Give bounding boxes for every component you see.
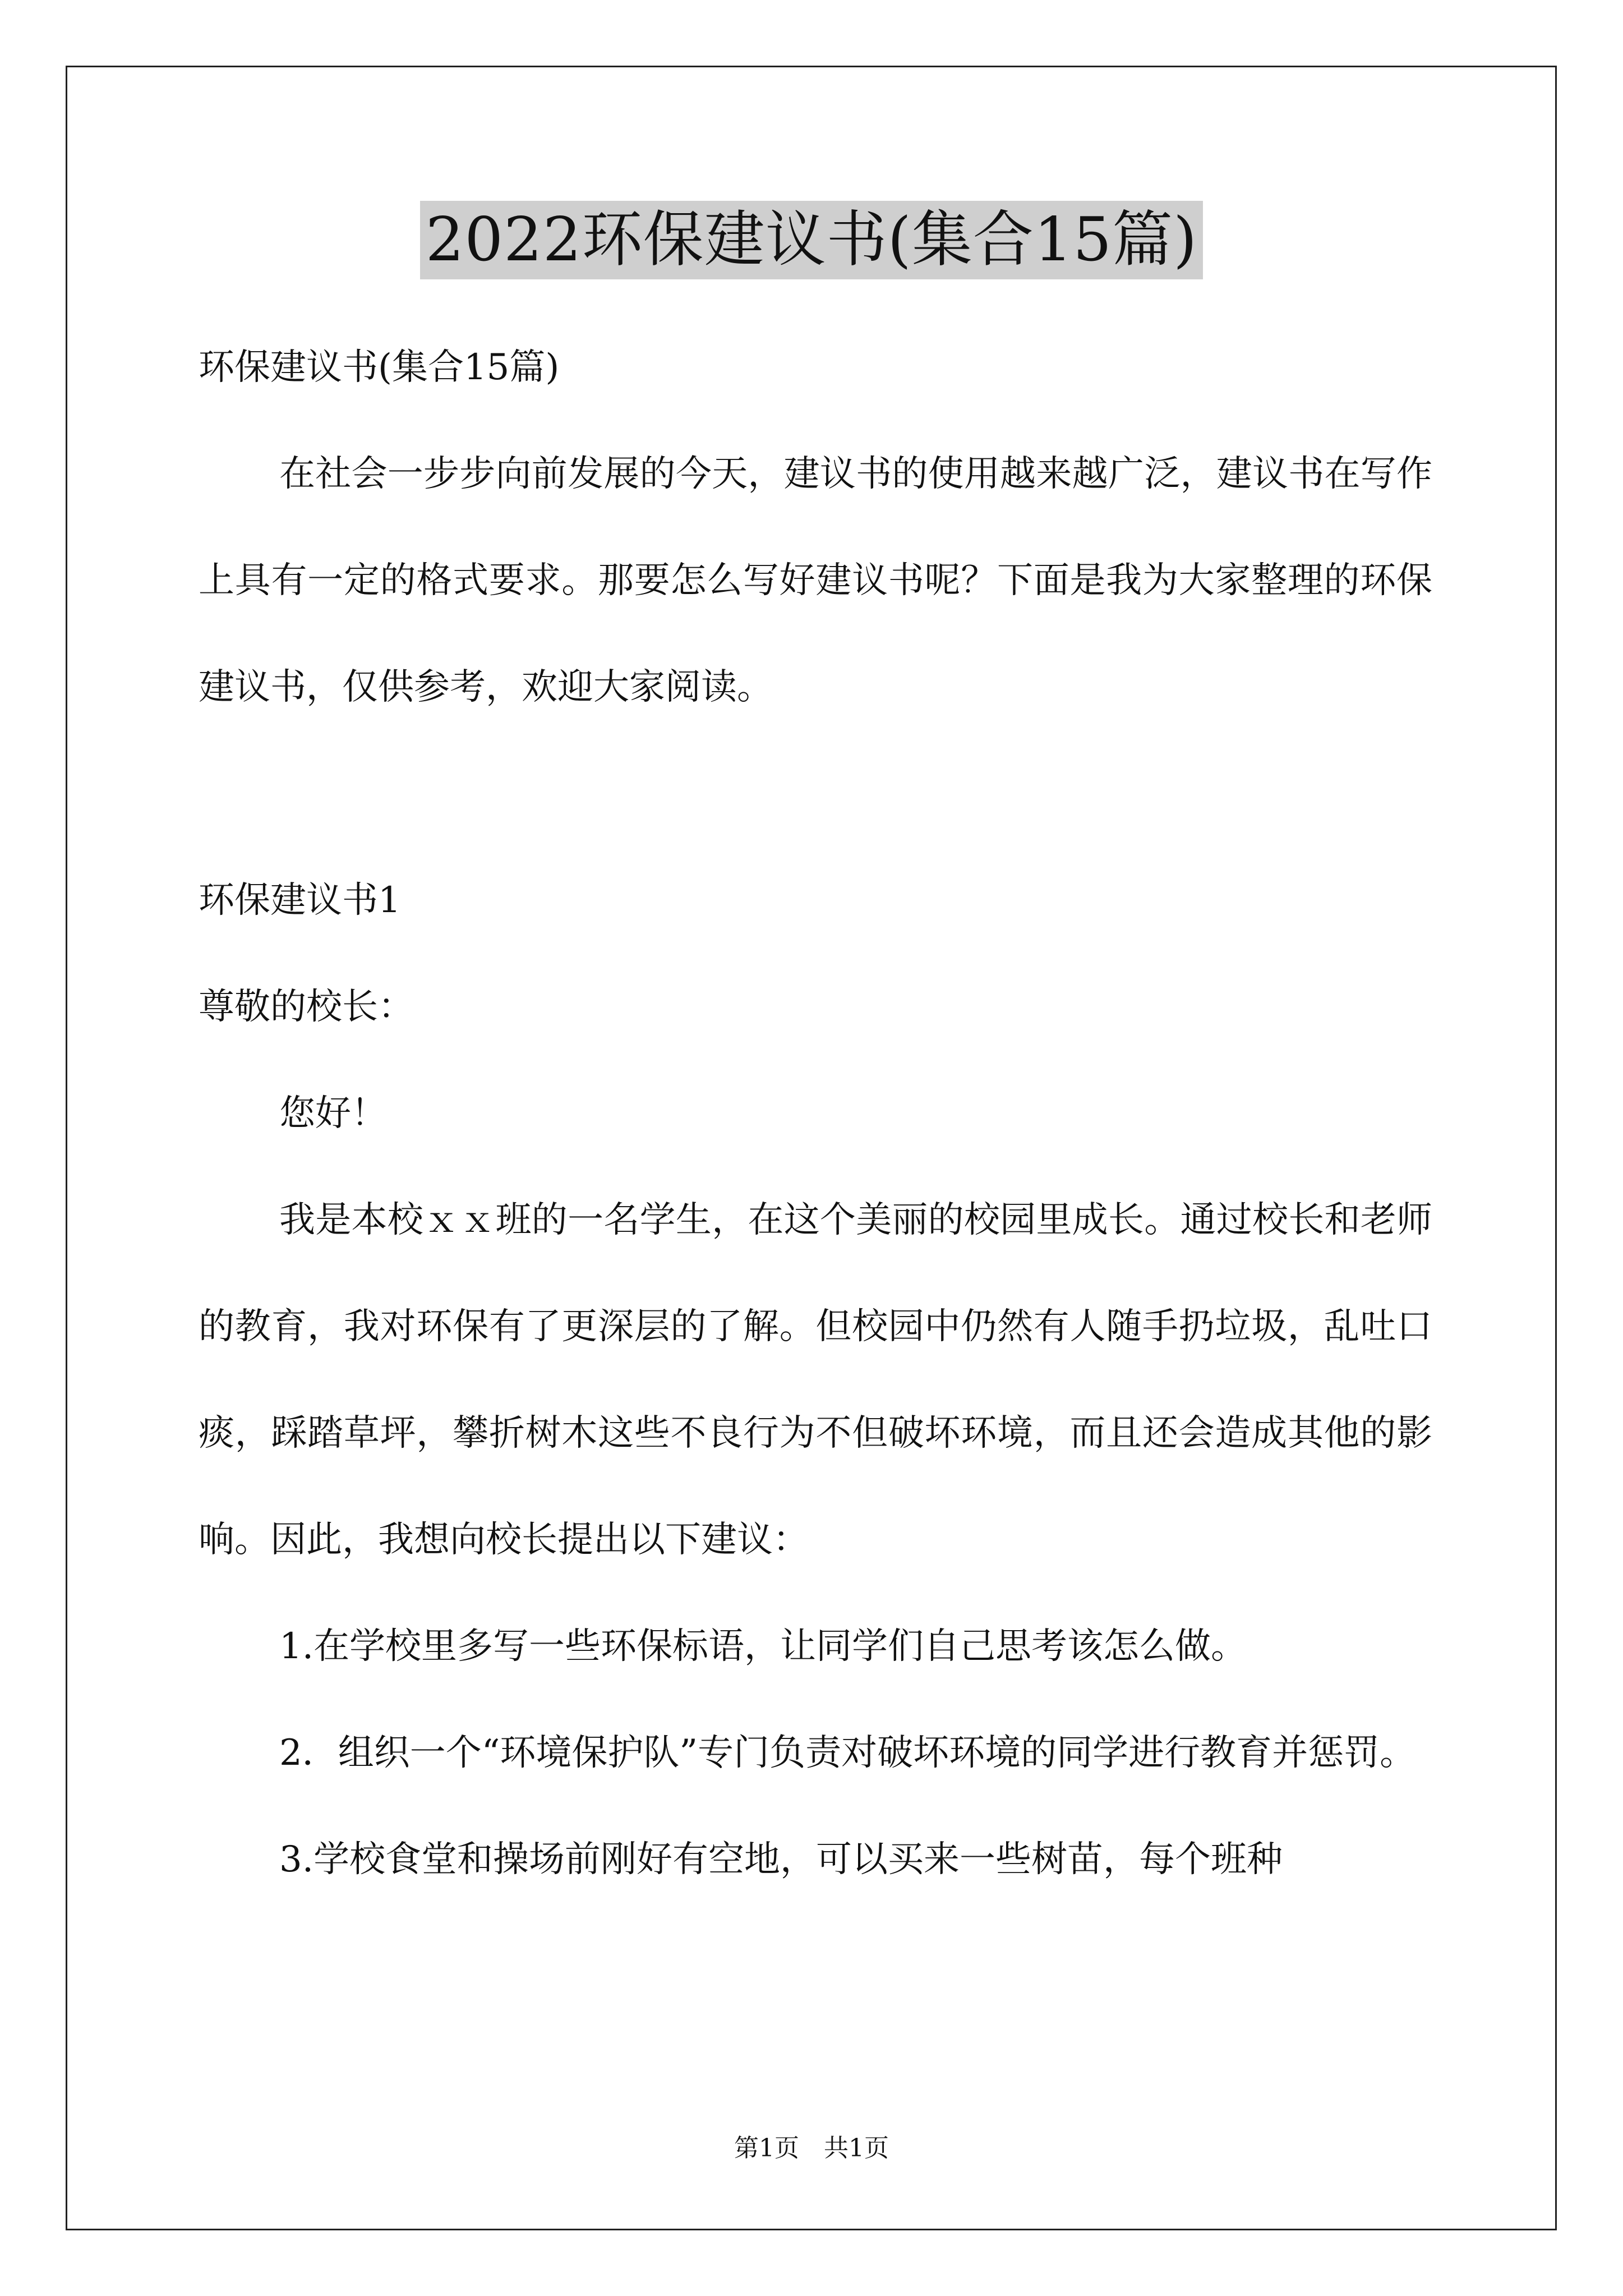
body-paragraph: 我是本校ｘｘ班的一名学生，在这个美丽的校园里成长。通过校长和老师的教育，我对环保有了更深层的了解。但校园中仍然有人随手扔垃圾，乱吐口痰，踩踏草坪，攀折树木这些不良行为不但破坏环境，而且还会造成其他的影响。因此，我想向校长提出以下建议： [199,1199,1432,1561]
document-title: 2022环保建议书(集合15篇) [420,201,1204,279]
title-container [0,201,1623,279]
section-heading: 环保建议书1 [199,880,401,921]
document-body [199,314,1432,1913]
intro-paragraph: 在社会一步步向前发展的今天，建议书的使用越来越广泛，建议书在写作上具有一定的格式要求。那要怎么写好建议书呢？下面是我为大家整理的环保建议书，仅供参考，欢迎大家阅读。 [199,453,1432,708]
page-footer: 第1页 共1页 [734,2134,889,2162]
greeting: 您好！ [279,1093,387,1134]
document-subtitle: 环保建议书(集合15篇) [199,347,560,388]
suggestion-item-2: 2．组织一个“环境保护队”专门负责对破坏环境的同学进行教育并惩罚。 [279,1732,1416,1774]
spacer [199,740,1432,847]
suggestion-item-1: 1.在学校里多写一些环保标语，让同学们自己思考该怎么做。 [279,1626,1247,1667]
salutation: 尊敬的校长： [199,986,414,1028]
suggestion-item-3: 3.学校食堂和操场前刚好有空地，可以买来一些树苗，每个班种 [279,1839,1283,1880]
